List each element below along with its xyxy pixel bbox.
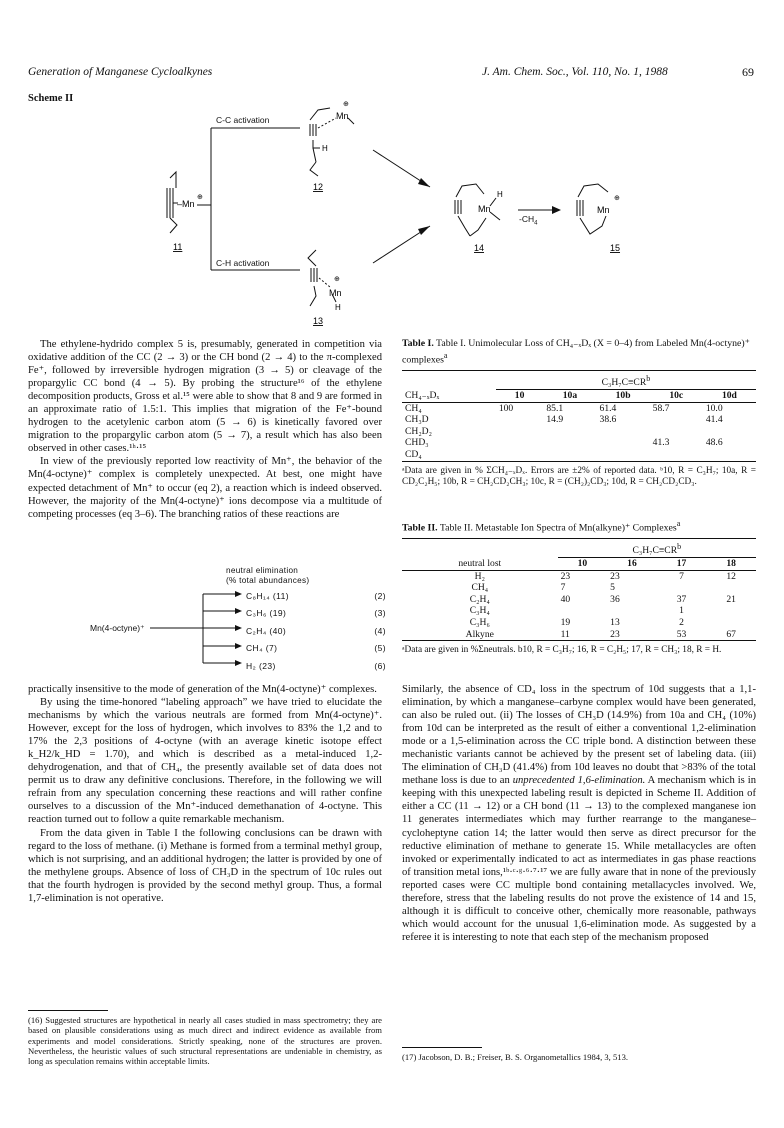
branching-lines <box>150 588 260 668</box>
table-row: Alkyne 11 23 53 67 <box>402 629 756 641</box>
table-1-note: ᵃData are given in % ΣCH₄₋ₓDₓ. Errors are ±2% of reported data. ᵇ10, R = C₃H₇; 10a, R = CD₂C₂H₅; 10b, R = CH₂CD₂CH₃; 10c, R = (CH₂)₂CD₃; 10d, R = CH₂CD₂CD₃. <box>402 465 756 487</box>
compound-12-label: 12 <box>313 182 324 192</box>
table-row: CH₄ 7 5 <box>471 582 615 594</box>
table-row: CH₄ 100 85.1 61.4 58.7 10.0 <box>405 402 723 414</box>
table-2-note: ᵃData are given in %Σneutrals. b10, R = C₃H₇; 16, R = C₂H₅; 17, R = CH₃; 18, R = H. <box>402 645 722 656</box>
table-row: H₂ 23 23 7 12 <box>474 570 736 582</box>
svg-text:⊕: ⊕ <box>614 195 620 202</box>
table-2-title: Table II. Table II. Metastable Ion Spectra of Mn(alkyne)⁺ Complexes$^a$ <box>402 519 681 534</box>
running-header-left: Generation of Manganese Cycloalkynes <box>28 66 213 78</box>
paragraph: In view of the previously reported low reactivity of Mn⁺, the behavior of the Mn(4-octyne)⁺ complex is completely unexpected. At best, one might have expected detachment of Mn⁺ to occur (eq 2), a reaction which is indeed observed. However, the majority of the Mn(4-octyne)⁺ ions decompose via a multitude of competing processes (eq 3–6). The branching ratios of these reactions are <box>28 456 382 520</box>
table-1-group-header: $C_3H_7C\equiv CR^b$ <box>496 371 756 390</box>
table-2-grid <box>402 538 756 641</box>
minus-methane-label: $-CH_4$ <box>519 214 538 227</box>
table-row: CH₂D₂ <box>405 425 432 437</box>
reactant-mn-octyne: Mn(4-octyne)⁺ <box>90 623 145 633</box>
column-header: 10b <box>615 390 631 402</box>
running-header-journal: J. Am. Chem. Soc., Vol. 110, No. 1, 1988 <box>482 66 668 78</box>
equation-row: H₂ (23) (6) <box>246 660 386 671</box>
table-row: CH₃D 14.9 38.6 41.4 <box>405 414 723 426</box>
right-column-text <box>402 683 756 944</box>
column-header: CH₄₋ₓDₓ <box>405 389 440 401</box>
table-2-group-header: $C_3H_7C\equiv CR^b$ <box>558 539 756 558</box>
paragraph: By using the time-honored “labeling approach” we have tried to elucidate the mechanisms by which the various neutrals are formed from Mn(4-octyne)⁺. However, except for the loss of hydrogen, which involves to 83% the 1,2 and to 17% the 2,3 positions of 4-octyne (with an average kinetic isotope effect k_H2/k_HD = 1.70), and which is described as a metal-induced 1,2-dehydrogenation, and that of CH₄, the presently available set of data does not permit us to draw any definitive conclusions. Therefore, in the following we will refrain from any speculation concerning these reactions and will rather confine ourselves to a discussion of the Mn⁺-induced demethanation of 4-octyne. This reaction turned out to follow a quite remarkable mechanism. <box>28 697 382 826</box>
footnote-rule <box>28 1010 108 1011</box>
column-header: 18 <box>726 558 736 570</box>
svg-text:Mn: Mn <box>329 288 342 298</box>
table-2 <box>402 518 756 656</box>
paragraph: From the data given in Table I the following conclusions can be drawn with regard to the loss of methane. (i) Methane is formed from a terminal methyl group, which is not surprising, and an additional hydrogen; the latter is provided by one of the methylene groups. Absence of loss of CH₃D in the spectrum of 10c rules out that the fourth hydrogen is provided by the second methyl group. Thus, a formal 1,7-elimination is not operative. <box>28 827 382 904</box>
svg-text:Mn: Mn <box>597 205 610 215</box>
footnote-17: (17) Jacobson, D. B.; Freiser, B. S. Organometallics 1984, 3, 513. <box>402 1052 629 1062</box>
footnote-rule <box>402 1047 482 1048</box>
footnote-16: (16) Suggested structures are hypothetical in nearly all cases studied in mass spectrometry; they are based on plausible considerations using as much direct and indirect evidence as available from experiments and model considerations. Strictly speaking, none of the structures are proven. Nevertheless, the heuristic values of such structural representations are undeniable in chemistry, as long as speculation remains within acceptable limits. <box>28 1015 382 1067</box>
svg-text:Mn: Mn <box>336 111 349 121</box>
table-1 <box>402 338 756 488</box>
column-header: 10c <box>669 390 684 402</box>
compound-11-label: 11 <box>173 242 183 252</box>
column-header: 10 <box>514 390 525 402</box>
column-header: 10 <box>577 558 588 570</box>
left-column-text <box>28 338 382 521</box>
compound-15-label: 15 <box>610 243 621 253</box>
scheme-ii-diagram <box>0 0 784 340</box>
scheme-title: Scheme II <box>28 93 74 104</box>
column-header: 17 <box>676 558 687 570</box>
ch-activation-label: C-H activation <box>216 258 270 268</box>
column-header: 10a <box>562 390 578 402</box>
svg-text:H: H <box>497 190 503 199</box>
svg-text:⊕: ⊕ <box>343 101 349 108</box>
equation-row: C₈H₁₄ (11) (2) <box>246 591 386 601</box>
table-1-title: Table I. Table I. Unimolecular Loss of CH₄₋ₓDₓ (X = 0–4) from Labeled Mn(4-octyne)⁺ complexes$^a$ <box>402 338 750 366</box>
equation-row: CH₄ (7) (5) <box>246 643 386 654</box>
table-row: C₃H₄ 1 <box>469 605 684 617</box>
column-header: 10d <box>721 390 737 402</box>
paragraph: practically insensitive to the mode of generation of the Mn(4-octyne)⁺ complexes. <box>28 684 377 695</box>
table-1-grid <box>402 370 756 461</box>
svg-text:Mn: Mn <box>478 204 491 214</box>
column-header: neutral lost <box>458 557 502 569</box>
equation-row: C₃H₆ (19) (3) <box>246 608 386 619</box>
paragraph: The ethylene-hydrido complex 5 is, presumably, generated in competition via oxidative addition of the CC (2 → 3) or the CH bond (2 → 4) to the π-complexed Fe⁺, followed by irreversible hydrogen migration (3 → 5) or cleavage of the propargylic CC bond (4 → 5). By probing the structure¹⁶ of the ethylene decomposition products, Gross et al.¹⁵ were able to show that 8 and 9 are formed in an approximate ratio of 1.5:1. This implies that migration of the Fe⁺-bound hydrogen to the acetylenic carbon atom (5 → 6) is kinetically favored over migration to the propargylic carbon atom (5 → 7), a result which has also been observed in other cases.¹ʰ·¹⁵ <box>28 339 382 455</box>
svg-text:⊕: ⊕ <box>197 194 203 201</box>
table-row: CHD₃ 41.3 48.6 <box>405 437 723 449</box>
svg-text:–Mn: –Mn <box>177 199 195 209</box>
cc-activation-label: C-C activation <box>216 115 270 125</box>
svg-text:⊕: ⊕ <box>334 276 340 283</box>
left-column-text-cont <box>28 683 382 905</box>
column-header: 16 <box>627 558 637 570</box>
svg-text:H: H <box>335 303 341 312</box>
table-row: C₃H₆ 19 13 2 <box>469 617 684 629</box>
equation-products <box>246 588 386 675</box>
compound-13-label: 13 <box>313 316 324 326</box>
table-row: C₂H₄ 40 36 37 21 <box>469 593 736 605</box>
paragraph: Similarly, the absence of CD₄ loss in the spectrum of 10d suggests that a 1,1-elimination, by which a manganese–carbyne complex would have been generated, can also be ruled out. (ii) The losses of CH₃D (14.9%) from 10a and CH₄ (10%) from 10d can be interpreted as the result of either a conventional 1,2-elimination mode or a 1,5-elimination across the CC triple bond. A distinction between these mechanistic variants cannot be achieved by the present set of labeling data. (iii) The elimination of CH₃D (41.4%) from 10d leaves no doubt that >83% of the total methane loss is due to an unprecedented 1,6-elimination. A mechanism which is in keeping with this unexpected labeling result is depicted in Scheme II. Addition of either a CC (11 → 12) or a CH bond (11 → 13) to the complexed manganese ion 11 generates intermediates which may further rearrange to the manganese–cycloheptyne cation 14; the latter would then serve as direct precursor for the reductive elimination of methane to generate 15. While metallacycles are often invoked or experimentally indicated to act as intermediates in gas phase reactions of transition metal ions,¹ᵇ·ᶜ·ᵍ·⁶·⁷·¹⁷ we are fully aware that in none of the previously reported cases were CC multiple bond containing metallacycles involved. We, therefore, stress that the labeling results do not prove the existence of 14 and 15, although it is difficult to conceive other, chemically more reasonable, pathways which would account for the unusual 1,6-elimination mode. As suggested by a referee it is interesting to note that each step of the mechanism proposed <box>402 684 756 943</box>
compound-14-label: 14 <box>474 243 485 253</box>
page-number: 69 <box>742 65 754 79</box>
svg-text:H: H <box>322 144 328 153</box>
table-row: CD₄ <box>402 449 756 461</box>
equation-row: C₂H₄ (40) (4) <box>246 625 386 636</box>
equations-header: neutral elimination (% total abundances) <box>226 566 310 585</box>
